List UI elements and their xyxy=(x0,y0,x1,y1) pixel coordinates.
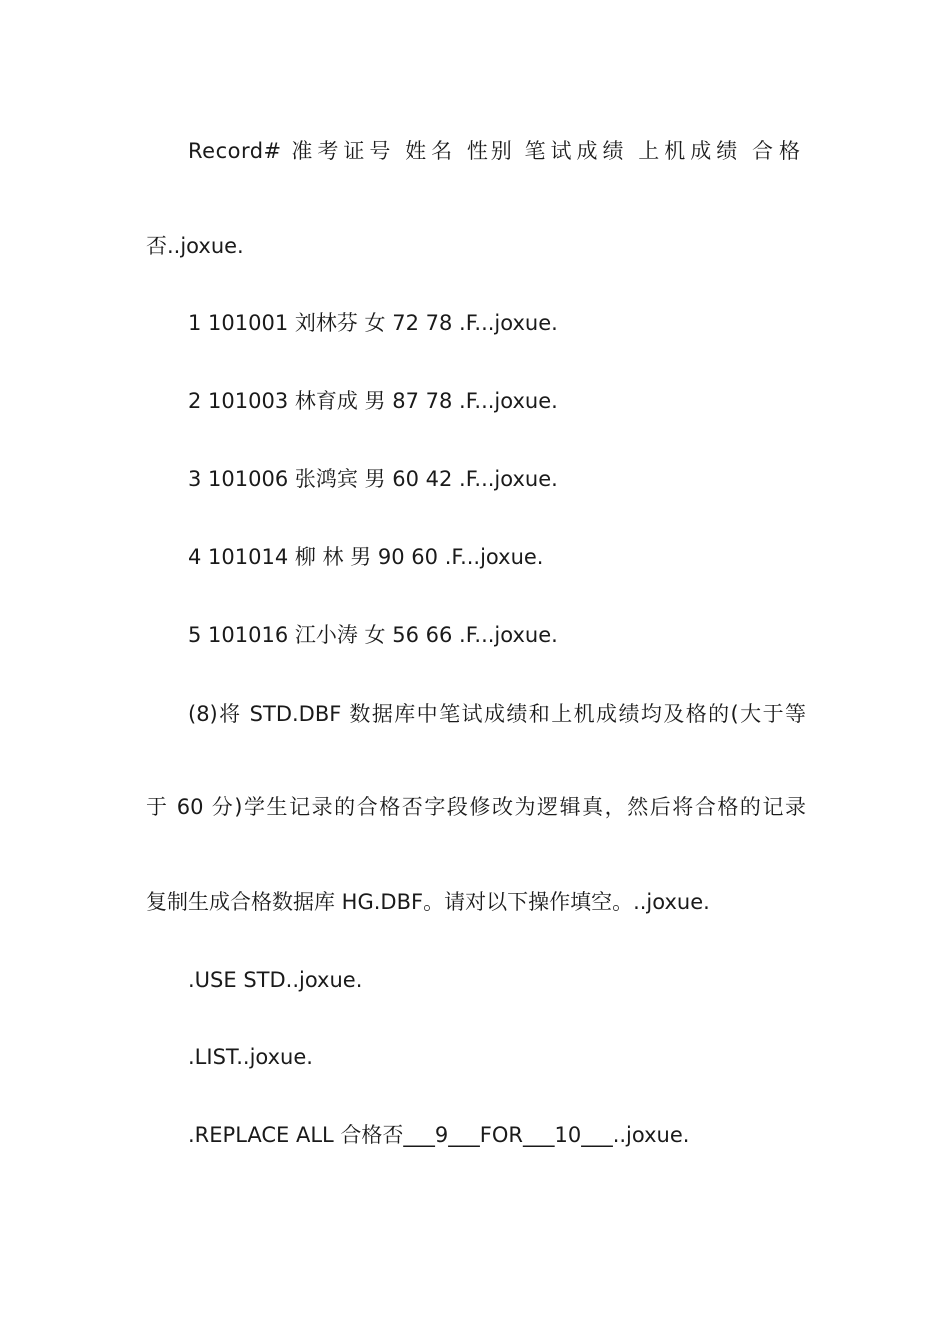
header-record: Record# xyxy=(188,139,282,163)
header-pass-part1: 合格 xyxy=(751,139,806,163)
table-row: 5 101016 江小涛 女 56 66 .F...joxue. xyxy=(188,623,558,647)
header-computer-score: 上机成绩 xyxy=(638,139,743,163)
table-row: 4 101014 柳 林 男 90 60 .F...joxue. xyxy=(188,545,544,569)
header-exam-no: 准考证号 xyxy=(291,139,396,163)
header-wrap-line: 否..joxue. xyxy=(146,234,244,258)
paragraph-line-3: 复制生成合格数据库 HG.DBF。请对以下操作填空。..joxue. xyxy=(146,890,710,914)
command-line: .USE STD..joxue. xyxy=(188,968,363,992)
command-line: .LIST..joxue. xyxy=(188,1045,313,1069)
table-header xyxy=(188,137,806,165)
header-written-score: 笔试成绩 xyxy=(524,139,629,163)
paragraph-line-1: (8)将 STD.DBF 数据库中笔试成绩和上机成绩均及格的(大于等 xyxy=(188,702,806,726)
table-row: 2 101003 林育成 男 87 78 .F...joxue. xyxy=(188,389,558,413)
command-line: .REPLACE ALL 合格否___9___FOR___10___..joxue. xyxy=(188,1123,690,1147)
paragraph-line-2: 于 60 分)学生记录的合格否字段修改为逻辑真，然后将合格的记录 xyxy=(146,795,806,819)
table-row: 1 101001 刘林芬 女 72 78 .F...joxue. xyxy=(188,311,558,335)
header-gender: 性别 xyxy=(466,139,515,163)
header-name: 姓名 xyxy=(405,139,458,163)
table-row: 3 101006 张鸿宾 男 60 42 .F...joxue. xyxy=(188,467,558,491)
